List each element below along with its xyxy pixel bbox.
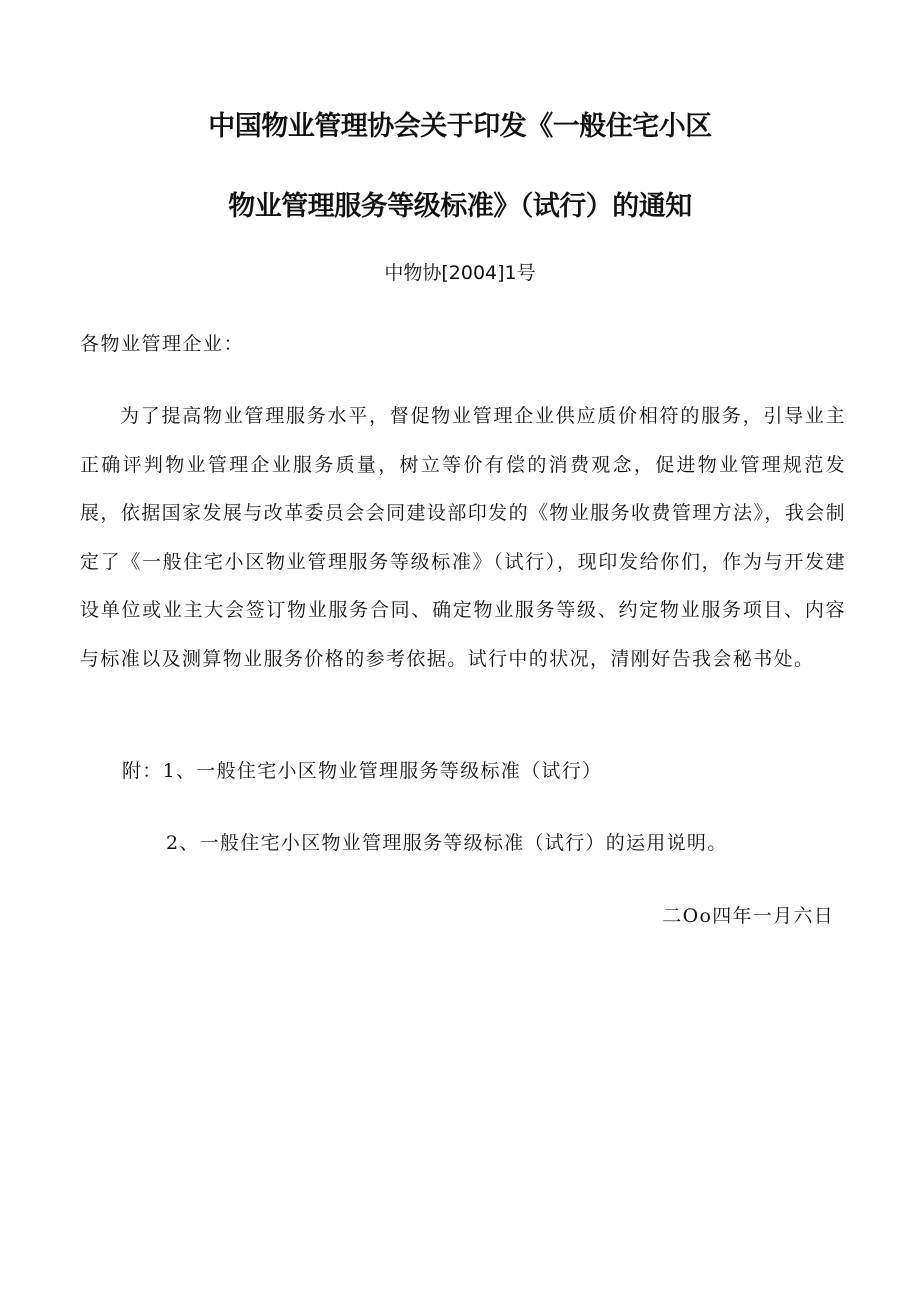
addressee: 各物业管理企业： (80, 333, 245, 355)
attachment-item-2: 2、一般住宅小区物业管理服务等级标准（试行）的运用说明。 (166, 832, 728, 854)
document-title-line-1: 中国物业管理协会关于印发《一般住宅小区 (208, 111, 712, 142)
attachment-item-1: 附：1、一般住宅小区物业管理服务等级标准（试行） (122, 760, 603, 782)
document-title-line-2: 物业管理服务等级标准》（试行）的通知 (228, 191, 692, 222)
body-paragraph: 为了提高物业管理服务水平，督促物业管理企业供应质价相符的服务，引导业主正确评判物业管理企业服务质量，树立等价有偿的消费观念，促进物业管理规范发展，依据国家发展与改革委员会会同建设部印发的《物业服务收费管理方法》，我会制定了《一般住宅小区物业管理服务等级标准》（试行），现印发给你们，作为与开发建设单位或业主大会签订物业服务合同、确定物业服务等级、约定物业服务项目、内容与标准以及测算物业服务价格的参考依据。试行中的状况，清刚好告我会秘书处。 (80, 405, 846, 670)
document-date: 二Oo四年一月六日 (662, 905, 834, 927)
document-number: 中物协[2004]1号 (384, 262, 536, 284)
